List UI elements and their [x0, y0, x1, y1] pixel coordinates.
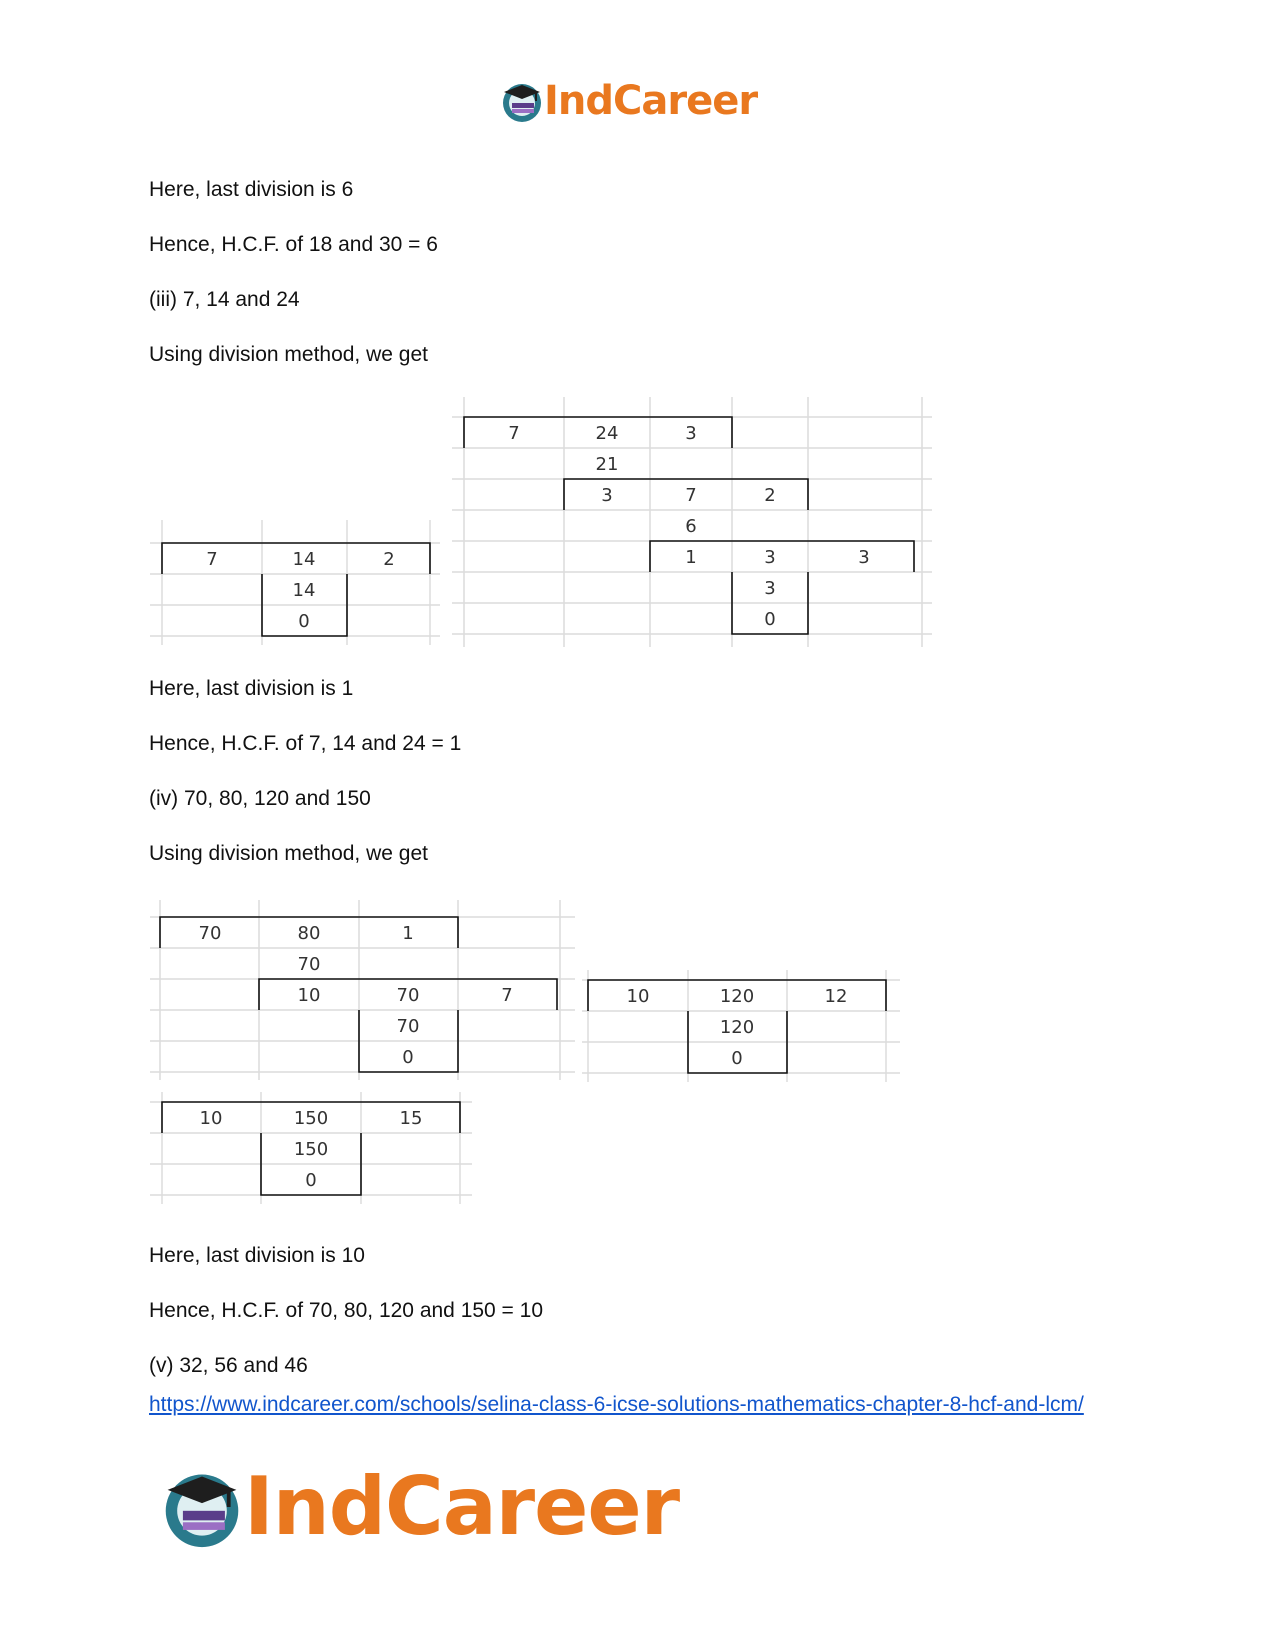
table-cell: 70	[396, 1016, 420, 1037]
table-cell: 7	[206, 549, 218, 570]
table-cell: 80	[297, 923, 321, 944]
table-cell: 1	[685, 547, 697, 568]
text-line: Here, last division is 6	[149, 178, 354, 201]
text-line: (iv) 70, 80, 120 and 150	[149, 787, 371, 810]
table-cell: 2	[764, 485, 776, 506]
table-cell: 6	[685, 516, 697, 537]
table-cell: 3	[601, 485, 613, 506]
text-line: Here, last division is 1	[149, 677, 354, 700]
footer-logo-text: IndCareer	[244, 1460, 680, 1553]
table-cell: 0	[764, 609, 776, 630]
table-cell: 70	[297, 954, 321, 975]
table-cell: 7	[508, 423, 520, 444]
header-logo-text: IndCareer	[544, 78, 758, 124]
division-table-70-80	[150, 900, 575, 1080]
text-line: (iii) 7, 14 and 24	[149, 288, 300, 311]
graduation-cap-icon	[500, 79, 544, 123]
table-cell: 0	[731, 1048, 743, 1069]
table-cell: 120	[719, 1017, 755, 1038]
table-cell: 15	[399, 1108, 423, 1129]
table-cell: 70	[396, 985, 420, 1006]
division-table-10-150	[150, 1092, 472, 1204]
table-cell: 14	[292, 549, 316, 570]
table-cell: 7	[685, 485, 697, 506]
division-table-7-14	[150, 515, 440, 645]
table-cell: 7	[501, 985, 513, 1006]
table-cell: 10	[626, 986, 650, 1007]
table-cell: 3	[685, 423, 697, 444]
table-cell: 3	[764, 547, 776, 568]
table-cell: 12	[824, 986, 848, 1007]
text-line: Using division method, we get	[149, 842, 428, 865]
division-table-7-24	[452, 397, 932, 647]
table-cell: 1	[402, 923, 414, 944]
text-line: Hence, H.C.F. of 70, 80, 120 and 150 = 10	[149, 1299, 544, 1322]
text-line: Hence, H.C.F. of 7, 14 and 24 = 1	[149, 732, 462, 755]
table-cell: 70	[198, 923, 222, 944]
division-table-10-120	[582, 970, 900, 1082]
text-line: Hence, H.C.F. of 18 and 30 = 6	[149, 233, 438, 256]
table-cell: 0	[305, 1170, 317, 1191]
table-cell: 21	[595, 454, 619, 475]
table-cell: 120	[719, 986, 755, 1007]
header-logo	[500, 78, 757, 124]
table-cell: 0	[298, 611, 310, 632]
table-cell: 14	[292, 580, 316, 601]
table-cell: 3	[858, 547, 870, 568]
text-line: (v) 32, 56 and 46	[149, 1354, 308, 1377]
table-cell: 150	[293, 1139, 329, 1160]
table-cell: 10	[199, 1108, 223, 1129]
table-cell: 2	[383, 549, 395, 570]
text-line: Here, last division is 10	[149, 1244, 365, 1267]
table-cell: 3	[764, 578, 776, 599]
table-cell: 24	[595, 423, 619, 444]
footer-logo	[160, 1460, 679, 1553]
table-cell: 10	[297, 985, 321, 1006]
source-link[interactable]: https://www.indcareer.com/schools/selina-class-6-icse-solutions-mathematics-chapter-8-hcf-and-lcm/	[149, 1393, 1084, 1416]
table-cell: 0	[402, 1047, 414, 1068]
graduation-cap-icon	[160, 1465, 244, 1549]
text-line: Using division method, we get	[149, 343, 428, 366]
table-cell: 150	[293, 1108, 329, 1129]
